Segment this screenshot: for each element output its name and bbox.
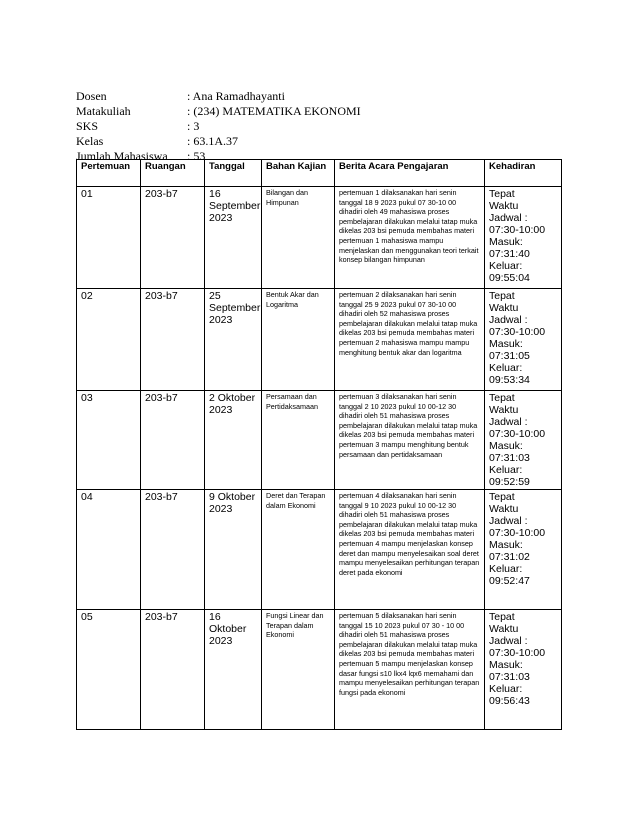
attendance-table <box>76 159 562 730</box>
cell-berita-acara: pertemuan 2 dilaksanakan hari senin tanggal 25 9 2023 pukul 07 30-10 00 dihadiri oleh 52 mahasiswa proses pembelajaran dilakukan melalui tatap muka dikelas 203 bsi pemuda membahas materi pertemuan 2 mahasiswa mampu mampu menghitung bentuk akar dan logaritma <box>335 289 485 391</box>
header-row-kelas <box>76 134 361 149</box>
cell-ruangan: 203-b7 <box>141 391 205 490</box>
cell-berita-acara: pertemuan 3 dilaksanakan hari senin tanggal 2 10 2023 pukul 10 00-12 30 dihadiri oleh 51 mahasiswa proses pembelajaran dilakukan melalui tatap muka dikelas 203 bsi pemuda membahas materi pertemuan 3 mampu menghitung bentuk persamaan dan pertidaksamaan <box>335 391 485 490</box>
sks-value: : 3 <box>187 119 200 133</box>
cell-kehadiran: Tepat Waktu Jadwal : 07:30-10:00 Masuk: 07:31:05 Keluar: 09:53:34 <box>485 289 562 391</box>
cell-pertemuan: 05 <box>77 610 141 730</box>
dosen-label: Dosen <box>76 89 107 103</box>
kelas-label: Kelas <box>76 134 104 148</box>
cell-ruangan: 203-b7 <box>141 490 205 610</box>
cell-bahan-kajian: Bentuk Akar dan Logaritma <box>262 289 335 391</box>
table-row <box>77 490 562 610</box>
cell-tanggal: 9 Oktober 2023 <box>205 490 262 610</box>
col-header-pertemuan: Pertemuan <box>77 160 141 187</box>
cell-bahan-kajian: Fungsi Linear dan Terapan dalam Ekonomi <box>262 610 335 730</box>
cell-pertemuan: 03 <box>77 391 141 490</box>
cell-ruangan: 203-b7 <box>141 187 205 289</box>
col-header-bahan-kajian: Bahan Kajian <box>262 160 335 187</box>
table-row <box>77 289 562 391</box>
cell-tanggal: 16 Oktober 2023 <box>205 610 262 730</box>
cell-tanggal: 2 Oktober 2023 <box>205 391 262 490</box>
cell-tanggal: 16 September 2023 <box>205 187 262 289</box>
header-row-sks <box>76 119 361 134</box>
table-row <box>77 187 562 289</box>
table-row <box>77 391 562 490</box>
cell-tanggal: 25 September 2023 <box>205 289 262 391</box>
header-row-matakuliah <box>76 104 361 119</box>
header-row-dosen <box>76 89 361 104</box>
jumlah-mahasiswa-value: : 53 <box>187 149 206 163</box>
cell-kehadiran: Tepat Waktu Jadwal : 07:30-10:00 Masuk: 07:31:03 Keluar: 09:52:59 <box>485 391 562 490</box>
cell-ruangan: 203-b7 <box>141 289 205 391</box>
cell-bahan-kajian: Deret dan Terapan dalam Ekonomi <box>262 490 335 610</box>
cell-berita-acara: pertemuan 1 dilaksanakan hari senin tanggal 18 9 2023 pukul 07 30-10 00 dihadiri oleh 49 mahasiswa proses pembelajaran dilakukan melalui tatap muka dikelas 203 bsi pemuda membahas materi pertemuan 1 mahasiswa mampu menjelaskan dan menggunakan teori terkait konsep bilangan himpunan <box>335 187 485 289</box>
matakuliah-label: Matakuliah <box>76 104 131 118</box>
cell-ruangan: 203-b7 <box>141 610 205 730</box>
cell-kehadiran: Tepat Waktu Jadwal : 07:30-10:00 Masuk: 07:31:03 Keluar: 09:56:43 <box>485 610 562 730</box>
col-header-tanggal: Tanggal <box>205 160 262 187</box>
col-header-berita-acara: Berita Acara Pengajaran <box>335 160 485 187</box>
col-header-kehadiran: Kehadiran <box>485 160 562 187</box>
cell-berita-acara: pertemuan 5 dilaksanakan hari senin tanggal 15 10 2023 pukul 07 30 - 10 00 dihadiri oleh 51 mahasiswa proses pembelajaran dilakukan melalui tatap muka dikelas 203 bsi pemuda membahas materi pertemuan 5 mampu menjelaskan konsep dasar fungsi s10 lkx4 lqx6 memahami dan mampu menyelesaikan perhitungan terapan fungsi pada ekonomi <box>335 610 485 730</box>
sks-label: SKS <box>76 119 99 133</box>
cell-kehadiran: Tepat Waktu Jadwal : 07:30-10:00 Masuk: 07:31:40 Keluar: 09:55:04 <box>485 187 562 289</box>
cell-bahan-kajian: Bilangan dan Himpunan <box>262 187 335 289</box>
table-header-row <box>77 160 562 187</box>
cell-pertemuan: 02 <box>77 289 141 391</box>
course-header <box>76 89 361 164</box>
dosen-value: : Ana Ramadhayanti <box>187 89 285 103</box>
col-header-ruangan: Ruangan <box>141 160 205 187</box>
cell-pertemuan: 01 <box>77 187 141 289</box>
cell-berita-acara: pertemuan 4 dilaksanakan hari senin tanggal 9 10 2023 pukul 10 00-12 30 dihadiri oleh 51 mahasiswa proses pembelajaran dilakukan melalui tatap muka dikelas 203 bsi pemuda membahas materi pertemuan 4 mampu menjelaskan konsep deret dan mampu menyelesaikan soal deret mampu menyelesaikan perhitungan terapan deret pada ekonomi <box>335 490 485 610</box>
matakuliah-value: : (234) MATEMATIKA EKONOMI <box>187 104 361 118</box>
cell-pertemuan: 04 <box>77 490 141 610</box>
table-row <box>77 610 562 730</box>
kelas-value: : 63.1A.37 <box>187 134 238 148</box>
cell-bahan-kajian: Persamaan dan Pertidaksamaan <box>262 391 335 490</box>
jumlah-mahasiswa-label: Jumlah Mahasiswa <box>76 149 168 163</box>
cell-kehadiran: Tepat Waktu Jadwal : 07:30-10:00 Masuk: 07:31:02 Keluar: 09:52:47 <box>485 490 562 610</box>
